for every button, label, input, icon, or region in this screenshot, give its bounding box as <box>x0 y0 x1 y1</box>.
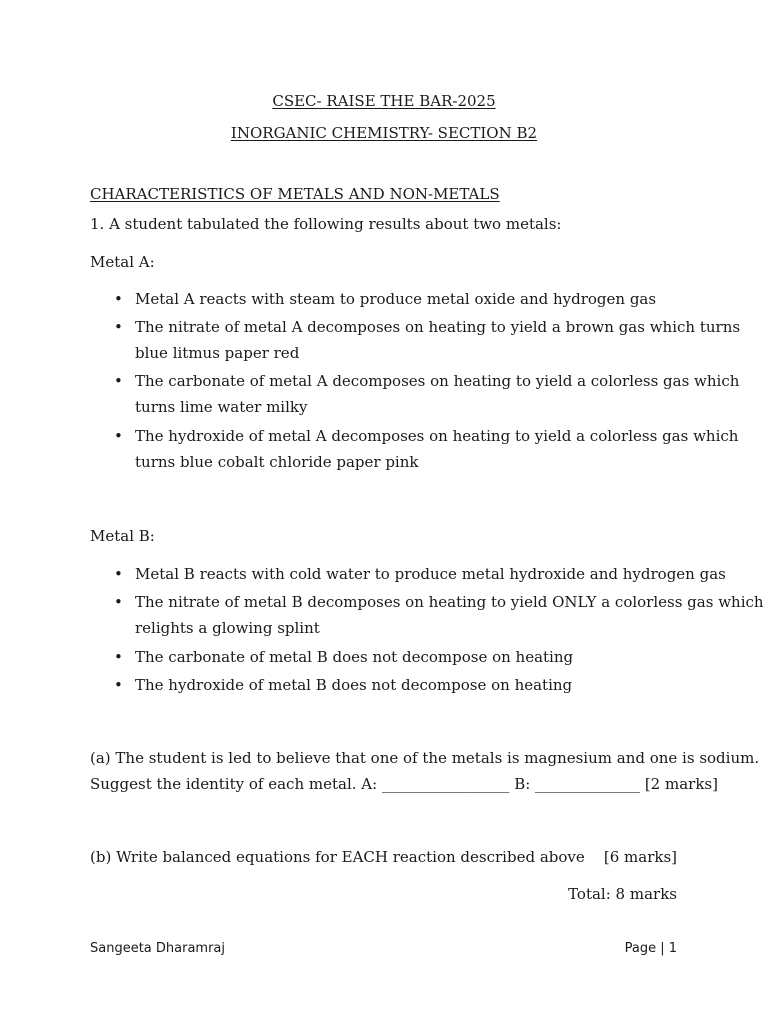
document-subtitle: INORGANIC CHEMISTRY- SECTION B2 <box>230 124 538 142</box>
metal-a-item-line: turns lime water milky <box>135 398 308 416</box>
metal-b-item <box>135 644 677 670</box>
metal-a-item-line: The nitrate of metal A decomposes on heating to yield a brown gas which turns <box>135 318 741 336</box>
bullet-icon: • <box>114 648 123 666</box>
metal-a-item-line: The carbonate of metal A decomposes on heating to yield a colorless gas which <box>135 372 740 390</box>
metal-a-item-line: turns blue cobalt chloride paper pink <box>135 453 419 471</box>
bullet-icon: • <box>114 593 123 611</box>
total-marks: Total: 8 marks <box>568 885 677 903</box>
metal-b-item-line: The carbonate of metal B does not decompose on heating <box>135 648 574 666</box>
metal-a-item <box>135 286 677 312</box>
document-title: CSEC- RAISE THE BAR-2025 <box>272 92 496 110</box>
metal-b-item <box>135 672 677 698</box>
question-intro: 1. A student tabulated the following results about two metals: <box>90 215 562 233</box>
metal-a-item <box>135 423 739 475</box>
metal-b-item-line: The nitrate of metal B decomposes on heating to yield ONLY a colorless gas which <box>135 593 764 611</box>
part-b-text: (b) Write balanced equations for EACH reaction described above <box>90 848 585 866</box>
metal-b-item <box>135 561 726 587</box>
metal-a-item-line: blue litmus paper red <box>135 344 300 362</box>
footer-author: Sangeeta Dharamraj <box>90 941 226 956</box>
section-heading: CHARACTERISTICS OF METALS AND NON-METALS <box>90 185 500 203</box>
metal-b-item <box>135 589 764 641</box>
metal-a-label: Metal A: <box>90 253 155 271</box>
metal-a-item <box>135 368 740 420</box>
bullet-icon: • <box>114 565 123 583</box>
metal-b-item-line: Metal B reacts with cold water to produce metal hydroxide and hydrogen gas <box>135 565 726 583</box>
metal-b-item-line: relights a glowing splint <box>135 619 320 637</box>
bullet-icon: • <box>114 427 123 445</box>
metal-a-item <box>135 314 741 366</box>
metal-b-item-line: The hydroxide of metal B does not decompose on heating <box>135 676 573 694</box>
bullet-icon: • <box>114 676 123 694</box>
bullet-icon: • <box>114 318 123 336</box>
metal-b-label: Metal B: <box>90 527 155 545</box>
footer-page-number: Page | 1 <box>624 941 677 956</box>
bullet-icon: • <box>114 372 123 390</box>
metal-a-item-line: The hydroxide of metal A decomposes on heating to yield a colorless gas which <box>135 427 739 445</box>
metal-a-item-line: Metal A reacts with steam to produce metal oxide and hydrogen gas <box>135 290 657 308</box>
part-a-line-1: (a) The student is led to believe that one of the metals is magnesium and one is sodium. <box>90 749 760 767</box>
bullet-icon: • <box>114 290 123 308</box>
part-b-marks: [6 marks] <box>603 848 677 866</box>
part-a-line-2: Suggest the identity of each metal. A: _________________ B: ______________ [2 marks] <box>90 775 718 793</box>
